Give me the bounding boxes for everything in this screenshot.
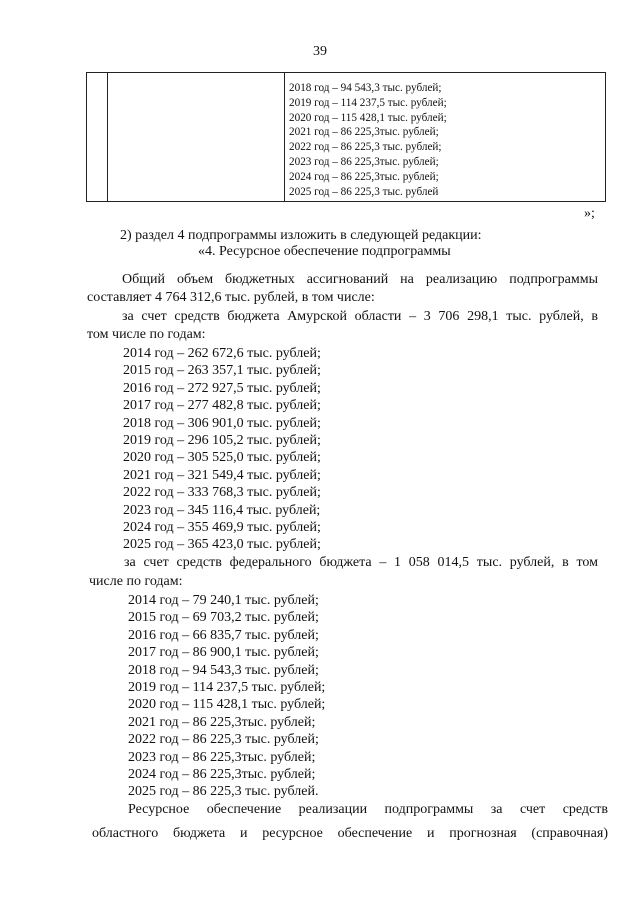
paragraph-line: том числе по годам: <box>87 327 206 342</box>
list-item: 2015 год – 69 703,2 тыс. рублей; <box>128 610 319 626</box>
table-line: 2021 год – 86 225,3тыс. рублей; <box>289 126 439 139</box>
list-item: 2019 год – 296 105,2 тыс. рублей; <box>123 433 321 449</box>
paragraph-line: за счет средств бюджета Амурской области – 3 706 298,1 тыс. рублей, в <box>122 309 598 324</box>
page-number: 39 <box>313 44 327 59</box>
list-item: 2023 год – 86 225,3тыс. рублей; <box>128 749 316 765</box>
paragraph-line: Общий объем бюджетных ассигнований на реализацию подпрограммы <box>122 272 598 287</box>
list-item: 2020 год – 305 525,0 тыс. рублей; <box>123 450 321 466</box>
federal-years-list <box>128 592 325 801</box>
table-line: 2019 год – 114 237,5 тыс. рублей; <box>289 96 447 109</box>
paragraph-line: числе по годам: <box>89 574 183 589</box>
list-item: 2014 год – 79 240,1 тыс. рублей; <box>128 593 319 608</box>
list-item: 2021 год – 321 549,4 тыс. рублей; <box>123 467 321 483</box>
list-item: 2019 год – 114 237,5 тыс. рублей; <box>128 680 326 696</box>
list-item: 2016 год – 66 835,7 тыс. рублей; <box>128 627 319 643</box>
section-heading: «4. Ресурсное обеспечение подпрограммы <box>198 244 451 259</box>
list-item: 2018 год – 94 543,3 тыс. рублей; <box>128 662 319 678</box>
list-item: 2022 год – 333 768,3 тыс. рублей; <box>123 485 321 501</box>
list-item: 2022 год – 86 225,3 тыс. рублей; <box>128 732 319 748</box>
continuation-table <box>86 72 606 202</box>
table-line: 2025 год – 86 225,3 тыс. рублей <box>289 185 439 198</box>
table-cell-federal-years <box>289 81 447 199</box>
regional-years-list <box>123 345 321 554</box>
list-item: 2021 год – 86 225,3тыс. рублей; <box>128 714 316 730</box>
paragraph-line: составляет 4 764 312,6 тыс. рублей, в том числе: <box>87 290 375 305</box>
list-item: 2014 год – 262 672,6 тыс. рублей; <box>123 346 321 361</box>
list-item: 2023 год – 345 116,4 тыс. рублей; <box>123 502 321 518</box>
paragraph-line: за счет средств федерального бюджета – 1 058 014,5 тыс. рублей, в том <box>124 555 598 570</box>
list-item: 2017 год – 86 900,1 тыс. рублей; <box>128 645 319 661</box>
list-item: 2018 год – 306 901,0 тыс. рублей; <box>123 415 321 431</box>
list-item: 2017 год – 277 482,8 тыс. рублей; <box>123 398 321 414</box>
closing-quote: »; <box>584 206 595 221</box>
list-item: 2020 год – 115 428,1 тыс. рублей; <box>128 697 326 713</box>
table-column-divider <box>284 73 285 201</box>
table-column-divider <box>107 73 108 201</box>
list-item: 2024 год – 355 469,9 тыс. рублей; <box>123 520 321 536</box>
table-line: 2018 год – 94 543,3 тыс. рублей; <box>289 82 442 94</box>
list-item: 2025 год – 365 423,0 тыс. рублей; <box>123 537 321 553</box>
table-line: 2024 год – 86 225,3тыс. рублей; <box>289 170 439 183</box>
paragraph-line: областного бюджета и ресурсное обеспечение и прогнозная (справочная) <box>92 826 608 841</box>
table-line: 2023 год – 86 225,3тыс. рублей; <box>289 155 439 168</box>
list-item: 2024 год – 86 225,3тыс. рублей; <box>128 767 316 783</box>
table-line: 2020 год – 115 428,1 тыс. рублей; <box>289 111 447 124</box>
section-intro: 2) раздел 4 подпрограммы изложить в следующей редакции: <box>120 228 482 243</box>
table-line: 2022 год – 86 225,3 тыс. рублей; <box>289 141 442 154</box>
paragraph-line: Ресурсное обеспечение реализации подпрограммы за счет средств <box>128 802 608 817</box>
list-item: 2015 год – 263 357,1 тыс. рублей; <box>123 363 321 379</box>
list-item: 2016 год – 272 927,5 тыс. рублей; <box>123 380 321 396</box>
list-item: 2025 год – 86 225,3 тыс. рублей. <box>128 784 319 800</box>
